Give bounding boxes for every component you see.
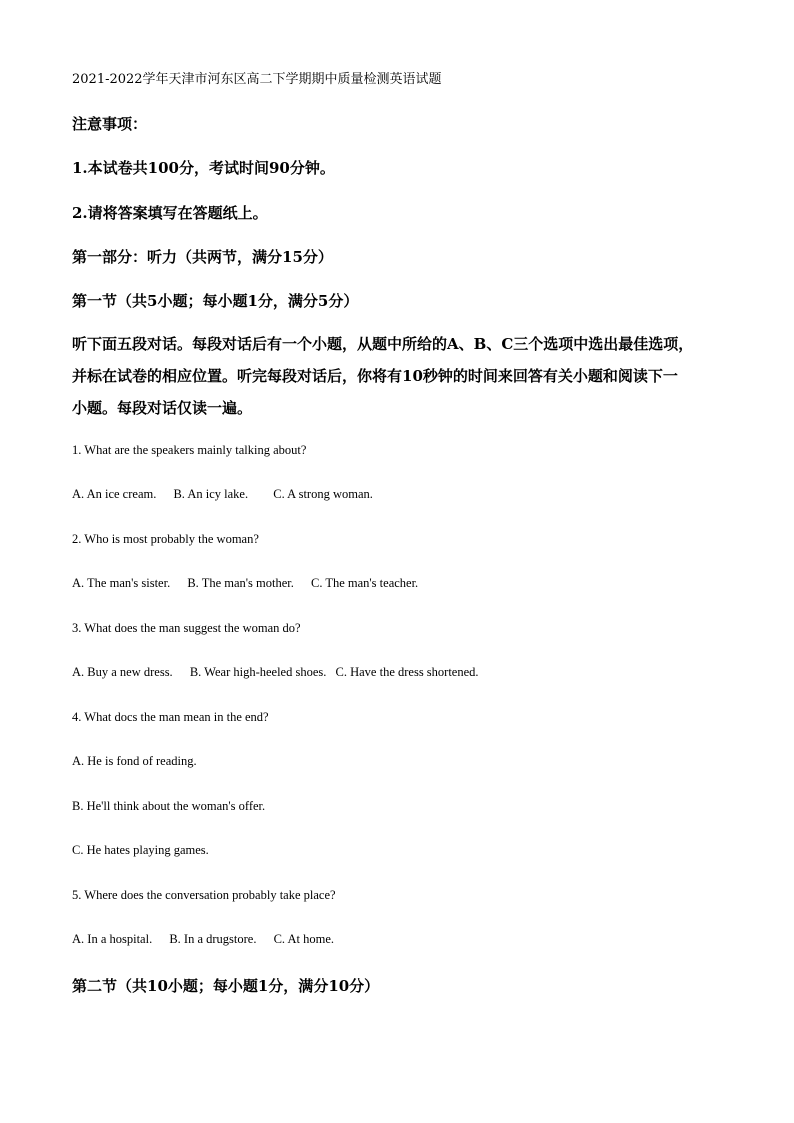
question-5-stem: 5. Where does the conversation probably take place? <box>72 888 336 902</box>
question-2-stem: 2. Who is most probably the woman? <box>72 532 259 546</box>
option: B. An icy lake. <box>173 487 249 501</box>
document-title: 2021-2022学年天津市河东区高二下学期期中质量检测英语试题 <box>72 72 442 87</box>
option: A. Buy a new dress. <box>72 665 173 679</box>
question-1-stem: 1. What are the speakers mainly talking about? <box>72 443 307 457</box>
note-1: 1.本试卷共100分，考试时间90分钟。 <box>72 159 335 177</box>
instructions-line: 小题。每段对话仅读一遍。 <box>72 399 253 417</box>
option: C. Have the dress shortened. <box>335 665 479 679</box>
notes-heading: 注意事项： <box>72 115 148 133</box>
question-1-options <box>72 487 373 502</box>
option: C. The man's teacher. <box>310 576 419 590</box>
instructions-line: 并标在试卷的相应位置。听完每段对话后，你将有10秒钟的时间来回答有关小题和阅读下一 <box>72 367 678 385</box>
question-4-option-b: B. He'll think about the woman's offer. <box>72 799 266 813</box>
option: B. In a drugstore. <box>169 932 257 946</box>
section1-heading: 第一节（共5小题；每小题1分，满分5分） <box>72 292 359 310</box>
option: B. The man's mother. <box>187 576 294 590</box>
option: A. In a hospital. <box>72 932 153 946</box>
note-2: 2.请将答案填写在答题纸上。 <box>72 204 268 222</box>
question-2-options <box>72 576 418 591</box>
question-3-options <box>72 665 479 680</box>
question-3-stem: 3. What does the man suggest the woman do? <box>72 621 301 635</box>
instructions-line: 听下面五段对话。每段对话后有一个小题，从题中所给的A、B、C三个选项中选出最佳选项， <box>72 335 694 353</box>
question-4-stem: 4. What docs the man mean in the end? <box>72 710 269 724</box>
question-4-option-a: A. He is fond of reading. <box>72 754 197 768</box>
option: C. At home. <box>273 932 335 946</box>
part1-heading: 第一部分：听力（共两节，满分15分） <box>72 248 333 266</box>
option: A. The man's sister. <box>72 576 171 590</box>
option: A. An ice cream. <box>72 487 157 501</box>
option: B. Wear high-heeled shoes. <box>189 665 327 679</box>
option: C. A strong woman. <box>273 487 373 501</box>
question-5-options <box>72 932 334 947</box>
instructions-paragraph <box>72 328 727 424</box>
section2-heading: 第二节（共10小题；每小题1分，满分10分） <box>72 977 380 995</box>
question-4-option-c: C. He hates playing games. <box>72 843 209 857</box>
